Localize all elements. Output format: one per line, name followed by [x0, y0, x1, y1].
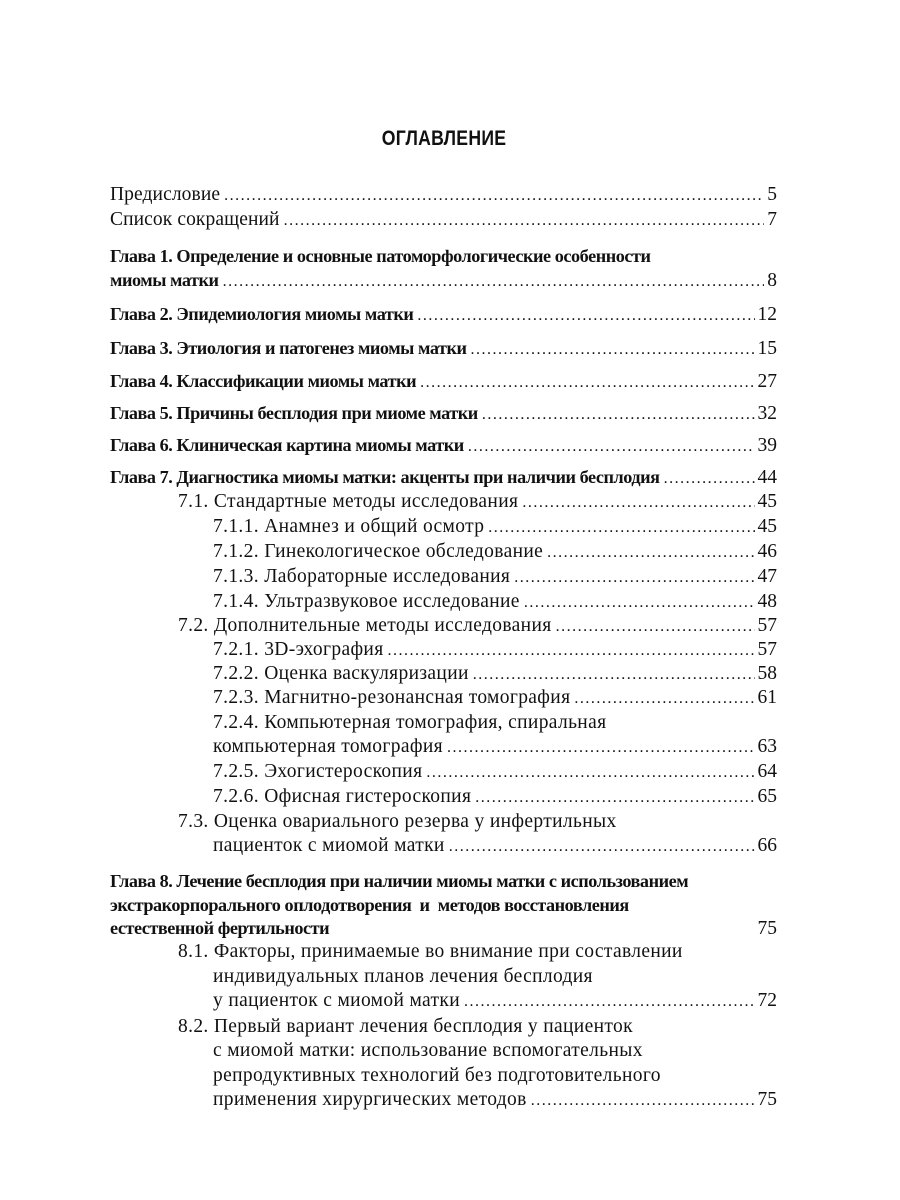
- toc-leader-dots: [417, 304, 754, 328]
- toc-page-number: 45: [757, 516, 777, 537]
- toc-leader-dots: [482, 403, 755, 427]
- toc-chapter-8-line-2[interactable]: [110, 893, 777, 917]
- toc-entry-label: 7.2.3. Магнитно-резонансная томография: [213, 687, 571, 708]
- toc-entry-label: 7.3. Оценка овариального резерва у инфертильных: [178, 811, 617, 832]
- toc-section-7-2-3[interactable]: [213, 686, 777, 711]
- toc-page-number: 12: [757, 304, 777, 325]
- toc-chapter-1-line-1[interactable]: [110, 244, 777, 268]
- toc-page-number: 66: [757, 835, 777, 856]
- toc-chapter-8-line-1[interactable]: [110, 869, 777, 893]
- toc-section-7-2-5[interactable]: [213, 760, 777, 785]
- toc-page-number: 7: [767, 209, 777, 230]
- toc-chapter-4[interactable]: [110, 369, 777, 395]
- toc-entry-label: Глава 7. Диагностика миомы матки: акценты при наличии бесплодия: [110, 467, 660, 487]
- toc-page-number: 44: [757, 467, 777, 488]
- toc-section-8-2-line-3[interactable]: [213, 1064, 777, 1088]
- toc-entry-label: Список сокращений: [110, 209, 280, 230]
- toc-page-number: 46: [757, 541, 777, 562]
- toc-leader-dots: [468, 435, 755, 459]
- toc-page-number: 58: [757, 663, 777, 684]
- toc-entry-preface[interactable]: [110, 183, 777, 208]
- toc-leader-dots: [664, 467, 755, 491]
- toc-chapter-1-line-2[interactable]: [110, 268, 777, 294]
- toc-page-number: 57: [757, 615, 777, 636]
- toc-entry-label: 7.1. Стандартные методы исследования: [178, 491, 519, 512]
- toc-entry-label: 7.1.1. Анамнез и общий осмотр: [213, 516, 485, 537]
- toc-section-7-1-1[interactable]: [213, 515, 777, 540]
- toc-entry-label: Глава 4. Классификации миомы матки: [110, 371, 417, 391]
- toc-leader-dots: [547, 541, 754, 565]
- toc-section-8-2-line-4[interactable]: [213, 1088, 777, 1113]
- toc-chapter-3[interactable]: [110, 336, 777, 362]
- toc-leader-dots: [471, 338, 755, 362]
- toc-section-7-1-3[interactable]: [213, 565, 777, 590]
- toc-page-number: 47: [757, 566, 777, 587]
- toc-entry-label: Глава 6. Клиническая картина миомы матки: [110, 435, 464, 455]
- toc-chapter-5[interactable]: [110, 401, 777, 427]
- page-title: ОГЛАВЛЕНИЕ: [381, 127, 507, 150]
- toc-page-number: 57: [757, 639, 777, 660]
- toc-section-7-3-line-1[interactable]: [178, 810, 777, 834]
- toc-leader-dots: [473, 663, 755, 687]
- toc-leader-dots: [488, 516, 754, 540]
- toc-section-7-2[interactable]: [178, 614, 777, 639]
- toc-entry-label: индивидуальных планов лечения бесплодия: [213, 966, 593, 987]
- toc-leader-dots: [531, 1089, 755, 1113]
- toc-section-8-1-line-1[interactable]: [178, 940, 777, 964]
- toc-entry-abbreviations[interactable]: [110, 208, 777, 233]
- toc-leader-dots: [514, 566, 754, 590]
- toc-leader-dots: [223, 270, 765, 294]
- toc-leader-dots: [388, 639, 755, 663]
- toc-leader-dots: [524, 591, 755, 615]
- toc-page-number: 27: [757, 371, 777, 392]
- toc-section-8-2-line-1[interactable]: [178, 1015, 777, 1039]
- toc-entry-label: компьютерная томография: [213, 736, 443, 757]
- toc-chapter-7[interactable]: [110, 465, 777, 491]
- toc-entry-label: пациенток с миомой матки: [213, 835, 445, 856]
- toc-section-7-2-4-line-1[interactable]: [213, 711, 777, 735]
- toc-leader-dots: [522, 491, 754, 515]
- toc-page-number: 72: [757, 990, 777, 1011]
- toc-entry-label: 7.1.3. Лабораторные исследования: [213, 566, 511, 587]
- toc-page-number: 32: [757, 403, 777, 424]
- toc-section-7-2-6[interactable]: [213, 785, 777, 810]
- toc-entry-label: 8.2. Первый вариант лечения бесплодия у пациенток: [178, 1016, 633, 1037]
- toc-leader-dots: [556, 615, 755, 639]
- toc-leader-dots: [447, 736, 755, 760]
- toc-leader-dots: [574, 687, 754, 711]
- toc-page-number: 75: [757, 1089, 777, 1110]
- toc-entry-label: 7.2.5. Эхогистероскопия: [213, 761, 423, 782]
- toc-leader-dots: [284, 209, 765, 233]
- toc-entry-label: Глава 1. Определение и основные патоморфологические особенности: [110, 246, 651, 266]
- toc-page-number: 65: [757, 786, 777, 807]
- toc-entry-label: 8.1. Факторы, принимаемые во внимание при составлении: [178, 941, 683, 962]
- toc-entry-label: миомы матки: [110, 270, 219, 290]
- toc-section-8-1-line-3[interactable]: [213, 989, 777, 1014]
- toc-leader-dots: [426, 761, 754, 785]
- toc-entry-label: естественной фертильности: [110, 918, 330, 938]
- toc-entry-label: экстракорпорального оплодотворения и методов восстановления: [110, 895, 629, 915]
- toc-leader-dots: [420, 371, 754, 395]
- toc-leader-dots: [224, 184, 764, 208]
- toc-section-7-1-4[interactable]: [213, 590, 777, 615]
- toc-entry-label: Предисловие: [110, 184, 221, 205]
- toc-entry-label: Глава 5. Причины бесплодия при миоме матки: [110, 403, 478, 423]
- toc-section-7-3-line-2[interactable]: [213, 834, 777, 859]
- toc-chapter-6[interactable]: [110, 433, 777, 459]
- toc-entry-label: репродуктивных технологий без подготовительного: [213, 1065, 661, 1086]
- toc-entry-label: 7.2.1. 3D-эхография: [213, 639, 384, 660]
- toc-leader-dots: [475, 786, 754, 810]
- toc-entry-label: 7.2.6. Офисная гистероскопия: [213, 786, 472, 807]
- toc-entry-label: 7.1.4. Ультразвуковое исследование: [213, 591, 520, 612]
- toc-section-7-1[interactable]: [178, 490, 777, 515]
- toc-entry-label: с миомой матки: использование вспомогательных: [213, 1040, 643, 1061]
- toc-section-7-2-4-line-2[interactable]: [213, 735, 777, 760]
- toc-page-number: 64: [757, 761, 777, 782]
- toc-page-number: 45: [757, 491, 777, 512]
- toc-page-number: 75: [757, 918, 777, 939]
- toc-page-number: 61: [757, 687, 777, 708]
- toc-entry-label: Глава 2. Эпидемиология миомы матки: [110, 304, 414, 324]
- toc-entry-label: 7.2. Дополнительные методы исследования: [178, 615, 552, 636]
- toc-page-number: 5: [767, 184, 777, 205]
- toc-section-8-1-line-2[interactable]: [213, 965, 777, 989]
- toc-page-number: 48: [757, 591, 777, 612]
- toc-entry-label: 7.2.4. Компьютерная томография, спиральная: [213, 712, 607, 733]
- toc-entry-label: Глава 8. Лечение бесплодия при наличии миомы матки с использованием: [110, 871, 689, 891]
- toc-chapter-2[interactable]: [110, 302, 777, 328]
- toc-entry-label: применения хирургических методов: [213, 1089, 527, 1110]
- toc-entry-label: 7.1.2. Гинекологическое обследование: [213, 541, 544, 562]
- toc-leader-dots: [449, 835, 755, 859]
- toc-leader-dots: [464, 990, 754, 1014]
- toc-page-number: 39: [757, 435, 777, 456]
- toc-entry-label: Глава 3. Этиология и патогенез миомы матки: [110, 338, 467, 358]
- toc-entry-label: у пациенток с миомой матки: [213, 990, 461, 1011]
- toc-section-7-1-2[interactable]: [213, 540, 777, 565]
- toc-page-number: 63: [757, 736, 777, 757]
- toc-section-7-2-1[interactable]: [213, 638, 777, 663]
- toc-page-number: 8: [767, 270, 777, 291]
- toc-page-number: 15: [757, 338, 777, 359]
- toc-section-7-2-2[interactable]: [213, 662, 777, 687]
- toc-section-8-2-line-2[interactable]: [213, 1039, 777, 1063]
- toc-entry-label: 7.2.2. Оценка васкуляризации: [213, 663, 469, 684]
- toc-chapter-8-line-3[interactable]: [110, 916, 777, 942]
